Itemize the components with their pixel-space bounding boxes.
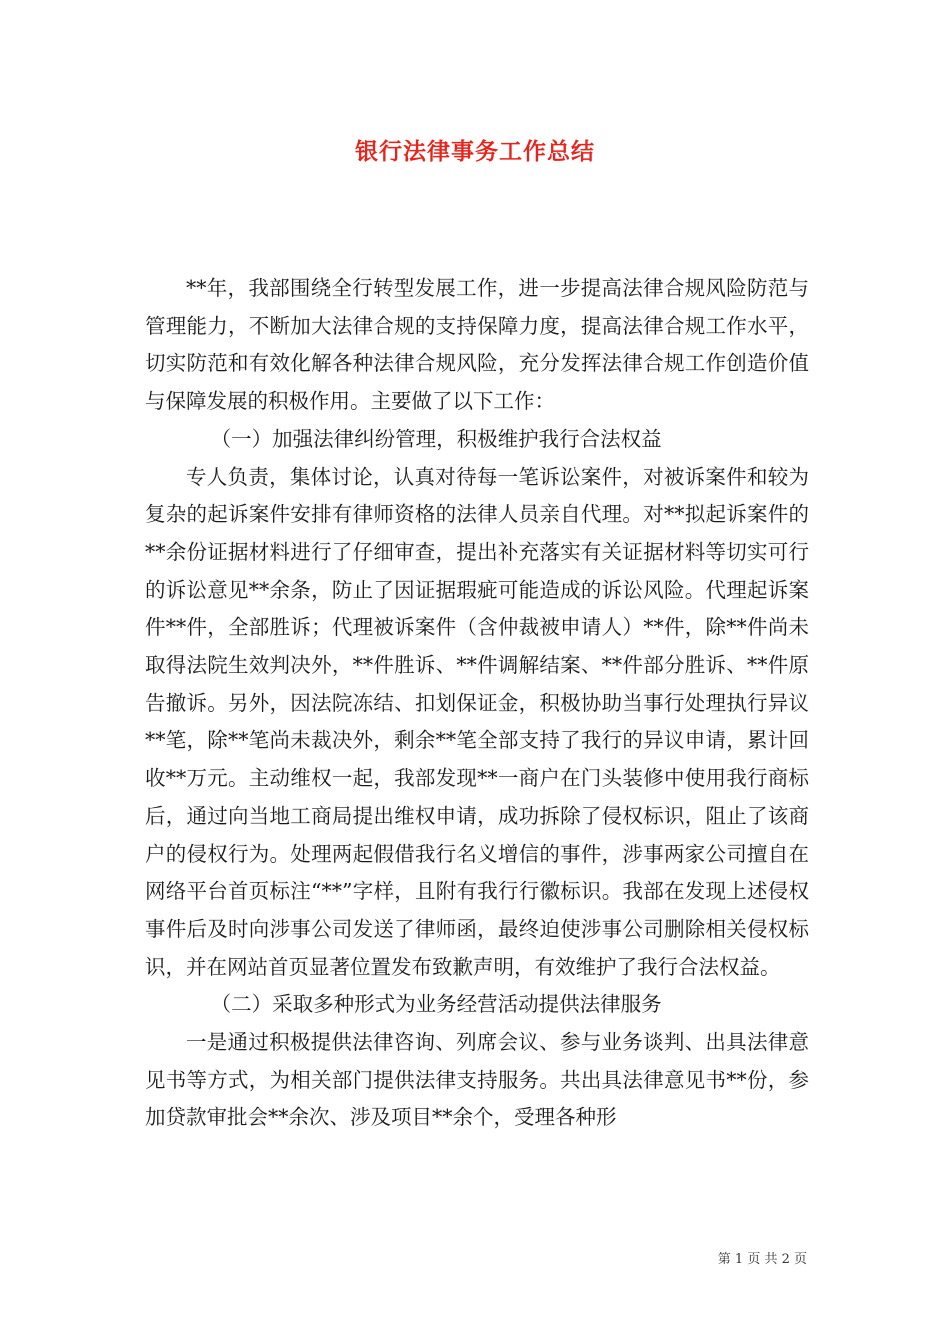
intro-paragraph: **年，我部围绕全行转型发展工作，进一步提高法律合规风险防范与管理能力，不断加大法律合规的支持保障力度，提高法律合规工作水平，切实防范和有效化解各种法律合规风险，充分发挥法律合规工作创造价值与保障发展的积极作用。主要做了以下工作： [145, 276, 809, 414]
page-number-footer: 第 1 页 共 2 页 [717, 1252, 807, 1267]
document-title: 银行法律事务工作总结 [355, 138, 595, 165]
document-body [145, 270, 809, 1137]
section-2-paragraph: 一是通过积极提供法律咨询、列席会议、参与业务谈判、出具法律意见书等方式，为相关部门提供法律支持服务。共出具法律意见书**份，参加贷款审批会**余次、涉及项目**余个，受理各种形 [145, 1030, 809, 1130]
section-heading-2: （二）采取多种形式为业务经营活动提供法律服务 [210, 992, 662, 1017]
section-heading-1: （一）加强法律纠纷管理，积极维护我行合法权益 [210, 426, 662, 451]
section-1-paragraph: 专人负责，集体讨论，认真对待每一笔诉讼案件，对被诉案件和较为复杂的起诉案件安排有律师资格的法律人员亲自代理。对**拟起诉案件的**余份证据材料进行了仔细审查，提出补充落实有关证据材料等切实可行的诉讼意见**余条，防止了因证据瑕疵可能造成的诉讼风险。代理起诉案件**件，全部胜诉；代理被诉案件（含仲裁被申请人）**件，除**件尚未取得法院生效判决外，**件胜诉、**件调解结案、**件部分胜诉、**件原告撤诉。另外，因法院冻结、扣划保证金，积极协助当事行处理执行异议**笔，除**笔尚未裁决外，剩余**笔全部支持了我行的异议申请，累计回收**万元。主动维权一起，我部发现**一商户在门头装修中使用我行商标后，通过向当地工商局提出维权申请，成功拆除了侵权标识，阻止了该商户的侵权行为。处理两起假借我行名义增信的事件，涉事两家公司擅自在网络平台首页标注“**”字样，且附有我行行徽标识。我部在发现上述侵权事件后及时向涉事公司发送了律师函，最终迫使涉事公司删除相关侵权标识，并在网站首页显著位置发布致歉声明，有效维护了我行合法权益。 [145, 464, 809, 979]
